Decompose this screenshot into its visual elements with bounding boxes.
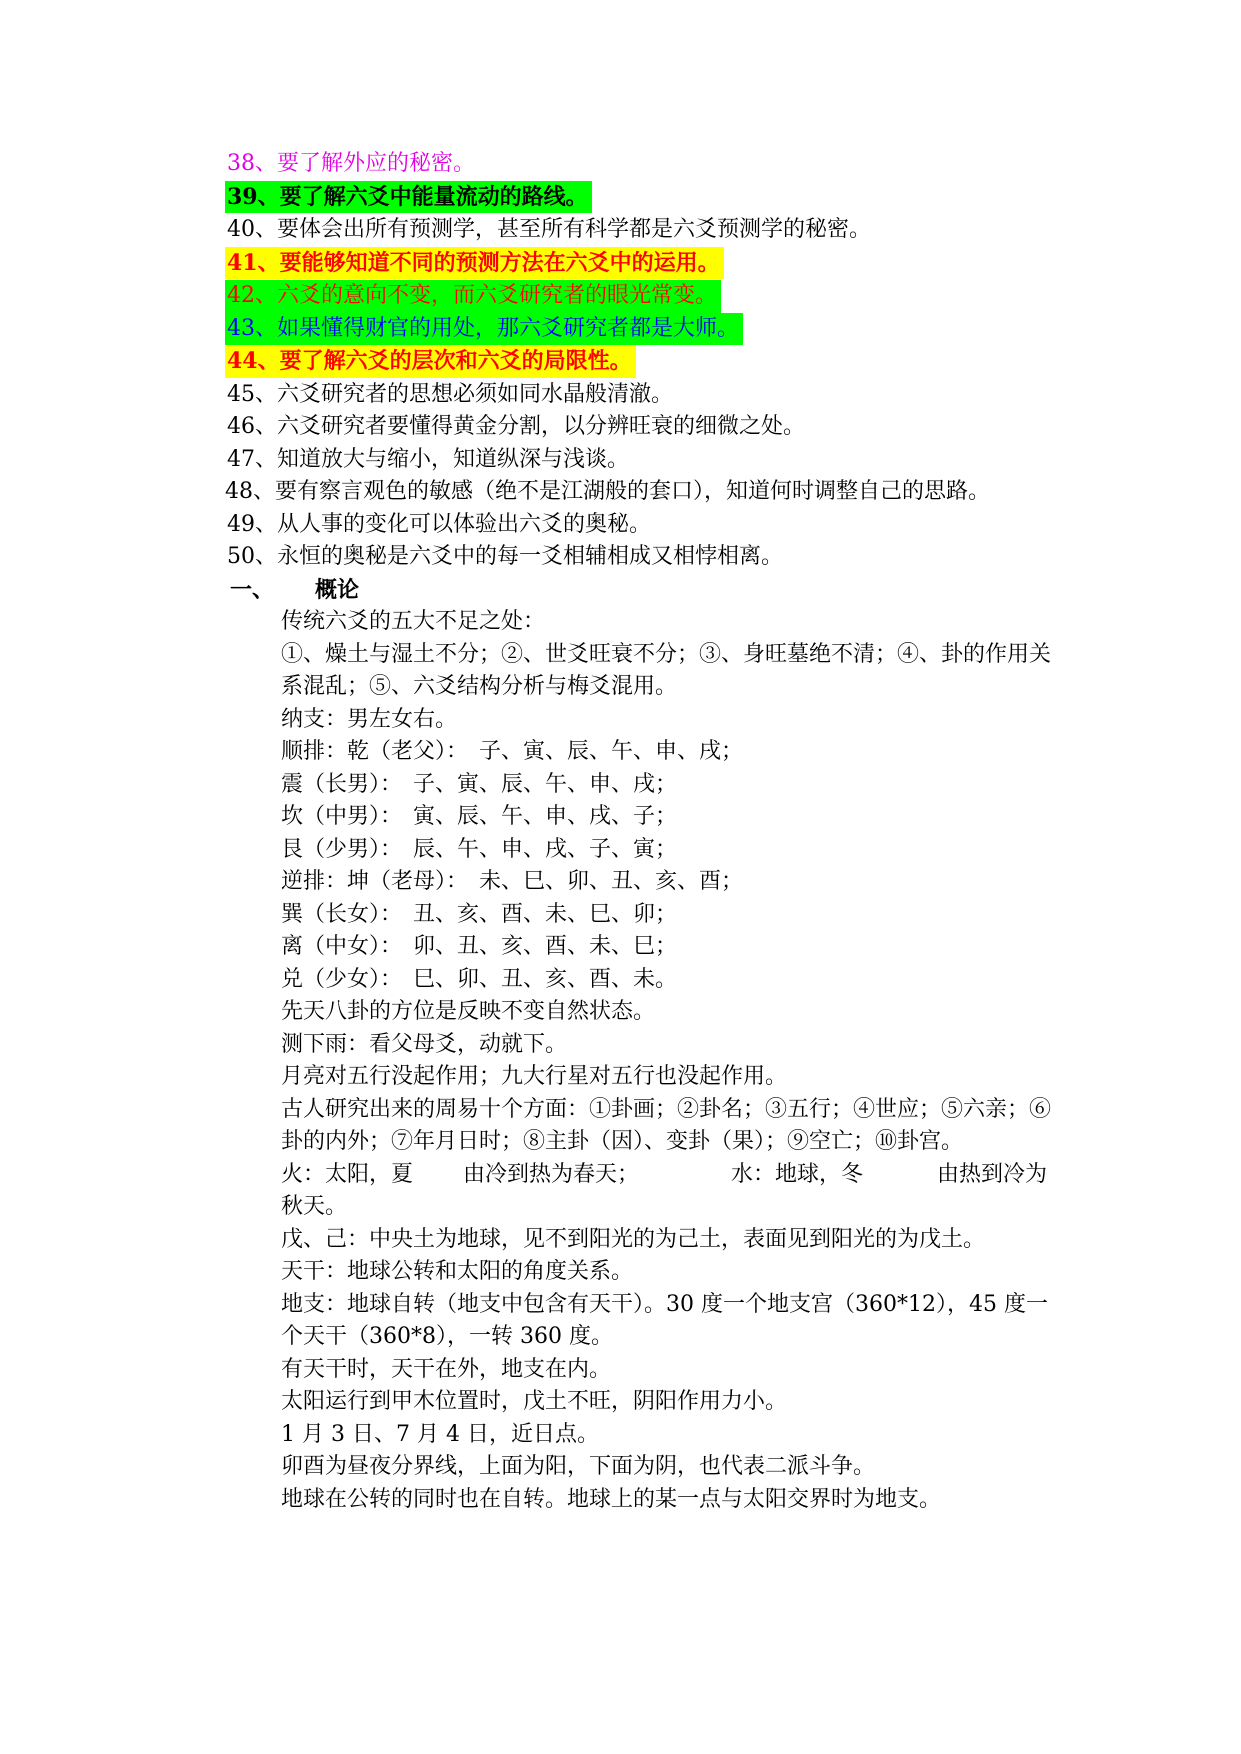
list-item-text: 46、六爻研究者要懂得黄金分割，以分辨旺衰的细微之处。 — [227, 414, 805, 439]
list-item — [225, 411, 1055, 444]
section-title: 概论 — [315, 576, 360, 603]
paragraph: 逆排：坤（老母）： 未、巳、卯、丑、亥、酉； — [281, 869, 744, 894]
paragraph: 天干：地球公转和太阳的角度关系。 — [281, 1259, 634, 1284]
list-item-text: 38、要了解外应的秘密。 — [227, 151, 475, 176]
paragraph: 古人研究出来的周易十个方面：①卦画；②卦名；③五行；④世应；⑤六亲；⑥卦的内外；⑦年月日时；⑧主卦（因）、变卦（果）；⑨空亡；⑩卦宫。 — [281, 1096, 1052, 1154]
paragraph-part: 火：太阳，夏 — [281, 1161, 414, 1187]
paragraph: 兑（少女）： 巳、卯、丑、亥、酉、未。 — [281, 966, 678, 992]
list-item-text: 45、六爻研究者的思想必须如同水晶般清澈。 — [227, 381, 673, 407]
paragraph: 离（中女）： 卯、丑、亥、酉、未、巳； — [281, 934, 678, 959]
list-item-text: 48、要有察言观色的敏感（绝不是江湖般的套口），知道何时调整自己的思路。 — [225, 479, 990, 504]
paragraph: 卯酉为昼夜分界线，上面为阳，下面为阴，也代表二派斗争。 — [281, 1454, 876, 1479]
paragraph: 太阳运行到甲木位置时，戊土不旺，阴阳作用力小。 — [281, 1389, 788, 1414]
list-item-text: 47、知道放大与缩小，知道纵深与浅谈。 — [227, 446, 629, 472]
paragraph: 有天干时，天干在外，地支在内。 — [281, 1356, 612, 1382]
list-item — [225, 444, 1055, 477]
list-item — [225, 476, 1055, 509]
list-item — [225, 345, 1055, 379]
section-number: 一、 — [230, 576, 275, 603]
paragraph: 传统六爻的五大不足之处： — [281, 609, 546, 634]
paragraph: ①、燥土与湿土不分；②、世爻旺衰不分；③、身旺墓绝不清；④、卦的作用关系混乱；⑤、六爻结构分析与梅爻混用。 — [281, 641, 1052, 699]
list-item-text: 39、要了解六爻中能量流动的路线。 — [225, 181, 592, 214]
section-body — [225, 606, 1055, 1516]
list-item-text: 44、要了解六爻的层次和六爻的局限性。 — [225, 345, 636, 378]
list-item — [225, 247, 1055, 281]
paragraph: 月亮对五行没起作用；九大行星对五行也没起作用。 — [281, 1064, 788, 1089]
paragraph: 坎（中男）： 寅、辰、午、申、戌、子； — [281, 804, 678, 829]
list-item-text: 42、六爻的意向不变，而六爻研究者的眼光常变。 — [225, 280, 721, 313]
paragraph: 地支：地球自转（地支中包含有天干）。30 度一个地支宫（360*12），45 度一个天干（360*8），一转 360 度。 — [281, 1291, 1048, 1349]
paragraph: 纳支：男左女右。 — [281, 706, 458, 732]
paragraph-part: 由热到冷为秋天。 — [281, 1161, 1048, 1219]
list-item — [225, 509, 1055, 542]
list-item-text: 43、如果懂得财官的用处，那六爻研究者都是大师。 — [225, 313, 743, 346]
document-body — [225, 148, 1055, 1516]
paragraph: 先天八卦的方位是反映不变自然状态。 — [281, 999, 656, 1024]
paragraph-part: 由冷到热为春天； — [463, 1161, 640, 1187]
paragraph: 艮（少男）： 辰、午、申、戌、子、寅； — [281, 836, 678, 862]
list-item-text: 40、要体会出所有预测学，甚至所有科学都是六爻预测学的秘密。 — [227, 217, 871, 242]
paragraph: 戊、己：中央土为地球，见不到阳光的为己土，表面见到阳光的为戊土。 — [281, 1226, 986, 1252]
list-item — [225, 541, 1055, 574]
list-item-text: 50、永恒的奥秘是六爻中的每一爻相辅相成又相悖相离。 — [227, 544, 783, 569]
list-item — [225, 313, 1055, 346]
paragraph — [281, 1159, 1055, 1224]
paragraph-part: 水：地球，冬 — [731, 1161, 864, 1187]
paragraph: 测下雨：看父母爻，动就下。 — [281, 1031, 568, 1057]
paragraph: 1 月 3 日、7 月 4 日，近日点。 — [281, 1421, 599, 1447]
list-item-text: 41、要能够知道不同的预测方法在六爻中的运用。 — [225, 247, 724, 280]
paragraph: 震（长男）： 子、寅、辰、午、申、戌； — [281, 771, 678, 797]
list-item-text: 49、从人事的变化可以体验出六爻的奥秘。 — [227, 511, 651, 537]
numbered-list — [225, 148, 1055, 574]
paragraph: 巽（长女）： 丑、亥、酉、未、巳、卯； — [281, 901, 678, 927]
list-item — [225, 214, 1055, 247]
section-heading — [225, 574, 1055, 607]
paragraph: 地球在公转的同时也在自转。地球上的某一点与太阳交界时为地支。 — [281, 1486, 942, 1512]
list-item — [225, 148, 1055, 181]
list-item — [225, 181, 1055, 215]
paragraph: 顺排：乾（老父）： 子、寅、辰、午、申、戌； — [281, 739, 744, 764]
list-item — [225, 280, 1055, 313]
list-item — [225, 379, 1055, 412]
